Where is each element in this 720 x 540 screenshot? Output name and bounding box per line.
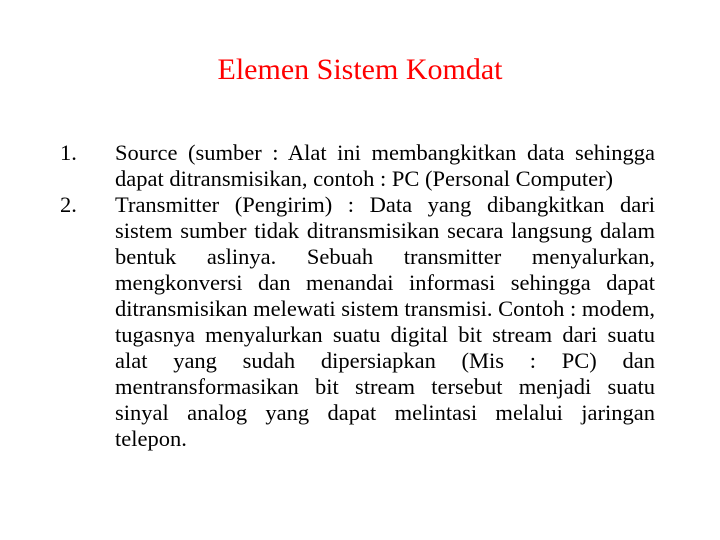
list-item-number: 1. [60, 140, 77, 165]
numbered-list [60, 140, 655, 452]
slide-title: Elemen Sistem Komdat [217, 53, 503, 86]
list-item-number: 2. [60, 192, 77, 217]
list-item-text: Source (sumber : Alat ini membangkitkan data sehingga dapat ditransmisikan, contoh : PC (Personal Computer) [115, 140, 655, 191]
list-item [60, 192, 655, 452]
list-item-text: Transmitter (Pengirim) : Data yang dibangkitkan dari sistem sumber tidak ditransmisikan secara langsung dalam bentuk aslinya. Sebuah transmitter menyalurkan, mengkonversi dan menandai informasi sehingga dapat ditransmisikan melewati sistem transmisi. Contoh : modem, tugasnya menyalurkan suatu digital bit stream dari suatu alat yang sudah dipersiapkan (Mis : PC) dan mentransformasikan bit stream tersebut menjadi suatu sinyal analog yang dapat melintasi melalui jaringan telepon. [115, 192, 655, 451]
list-item [60, 140, 655, 192]
